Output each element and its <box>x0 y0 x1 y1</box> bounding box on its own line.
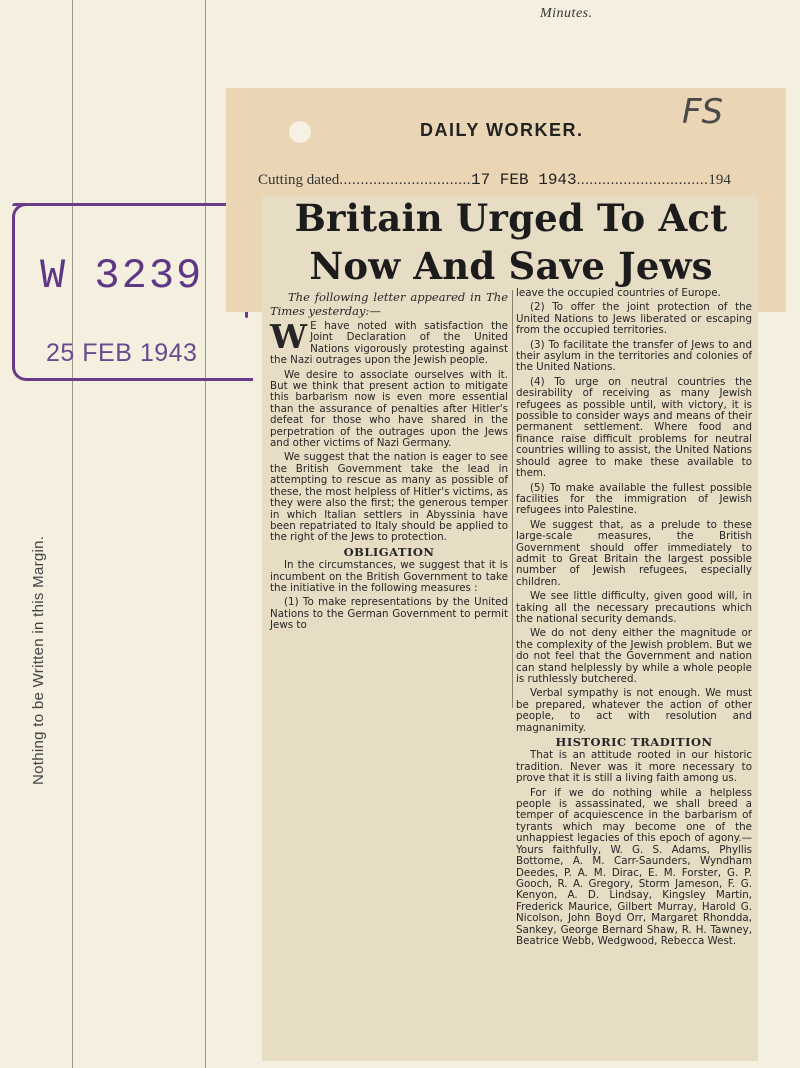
paragraph: (5) To make available the fullest possible facilities for the immigration of Jewish refugees into Palestine. <box>516 481 752 517</box>
paragraph <box>270 317 508 367</box>
newspaper-name: DAILY WORKER. <box>420 120 584 140</box>
article-headline <box>268 194 754 290</box>
article-right-column <box>516 288 752 950</box>
margin-rule-right <box>205 0 206 1068</box>
paragraph: In the circumstances, we suggest that it is incumbent on the British Government to take the initiative in the following measures : <box>270 559 508 594</box>
subheading-obligation: OBLIGATION <box>343 544 435 559</box>
handwritten-initials: FS <box>682 92 724 132</box>
paragraph: We desire to associate ourselves with it. But we think that present action to mitigate this barbarism now is even more essential than the assurance of penalties after Hitler's defeat for those who have shared in the perpetration of the outrages upon the Jews and other victims of Nazi Germany. <box>270 368 508 450</box>
paragraph: We suggest that the nation is eager to see the British Government take the lead in attempting to rescue as many as possible of these, the most helpless of Hitler's victims, as they were also the first; the generous temper in which Italian settlers in Abyssinia have been repatriated to Italy should be applied to the right of the Jews to protection. <box>270 451 508 544</box>
paragraph: (2) To offer the joint protection of the United Nations to Jews liberated or escaping from the occupied territories. <box>516 301 752 337</box>
margin-rule-left <box>72 0 73 1068</box>
article-left-column <box>270 290 508 635</box>
margin-instruction: Nothing to be Written in this Margin. <box>30 535 47 785</box>
paragraph: We see little difficulty, given good will, in taking all the necessary precautions which the national security demands. <box>516 590 752 625</box>
minutes-heading: Minutes. <box>540 6 593 21</box>
cutting-label: Cutting dated <box>258 172 340 188</box>
column-divider <box>512 290 513 708</box>
registry-stamp-top <box>12 203 248 206</box>
subheading-historic-tradition: HISTORIC TRADITION <box>555 735 713 750</box>
paragraph: Verbal sympathy is not enough. We must be prepared, whatever the action of other people, to act with resolution and magnanimity. <box>516 687 752 734</box>
cutting-year-suffix: 194 <box>708 172 731 188</box>
paragraph: (3) To facilitate the transfer of Jews to and their asylum in the territories and colonies of the United Nations. <box>516 338 752 374</box>
headline-line-1: Britain Urged To Act <box>294 196 728 240</box>
stamp-date: 25 FEB 1943 <box>46 339 198 367</box>
cutting-date: 17 FEB 1943 <box>471 171 577 189</box>
paragraph: (4) To urge on neutral countries the desirability of receiving as many Jewish refugees as possible until, with victory, it is possible to consider ways and means of their permanent settlement. Where food and finance raise difficult problems for neutral countries willing to assist, the United Nations should agree to make these available to them. <box>516 375 752 480</box>
paragraph: (1) To make representations by the United Nations to the German Government to permit Jews to <box>270 596 508 632</box>
paragraph: leave the occupied countries of Europe. <box>516 287 721 299</box>
paragraph: That is an attitude rooted in our historic tradition. Never was it more necessary to prove that it is still a living faith among us. <box>516 749 752 785</box>
paragraph: For if we do nothing while a helpless people is assassinated, we shall breed a temper of acquiescence in the barbarism of tyrants which may become one of the unhappiest legacies of this epoch of agony.—Yours faithfully, W. G. S. Adams, Phyllis Bottome, A. M. Carr-Saunders, Wyndham Deedes, P. A. M. Dirac, E. M. Forster, G. P. Gooch, R. A. Gregory, Storm Jameson, F. G. Kenyon, A. D. Lindsay, Kingsley Martin, Frederick Maurice, Gilbert Murray, Harold G. Nicolson, John Boyd Orr, Margaret Rhondda, Sankey, George Bernard Shaw, R. H. Tawney, Beatrice Webb, Wedgwood, Rebecca West. <box>516 786 752 947</box>
paragraph: We do not deny either the magnitude or the complexity of the Jewish problem. But we do not feel that the Government and nation can stand helplessly by while a whole people is ruthlessly butchered. <box>516 627 752 685</box>
article-intro: The following letter appeared in The Times yesterday:— <box>270 290 508 318</box>
headline-line-2: Now And Save Jews <box>309 244 713 288</box>
stamp-reference: W 3239 <box>40 252 204 300</box>
paragraph: We suggest that, as a prelude to these large-scale measures, the British Government should offer immediately to admit to Great Britain the largest possible number of Jewish refugees, especially children. <box>516 518 752 588</box>
punch-hole <box>289 121 311 143</box>
cutting-date-line: Cutting dated...............................17 FEB 1943...............................194 <box>258 171 731 189</box>
paragraph-text: E have noted with satisfaction the Joint Declaration of the United Nations vigorously protesting against the Nazi outrages upon the Jewish people. <box>270 320 508 367</box>
drop-cap: W <box>270 317 308 356</box>
